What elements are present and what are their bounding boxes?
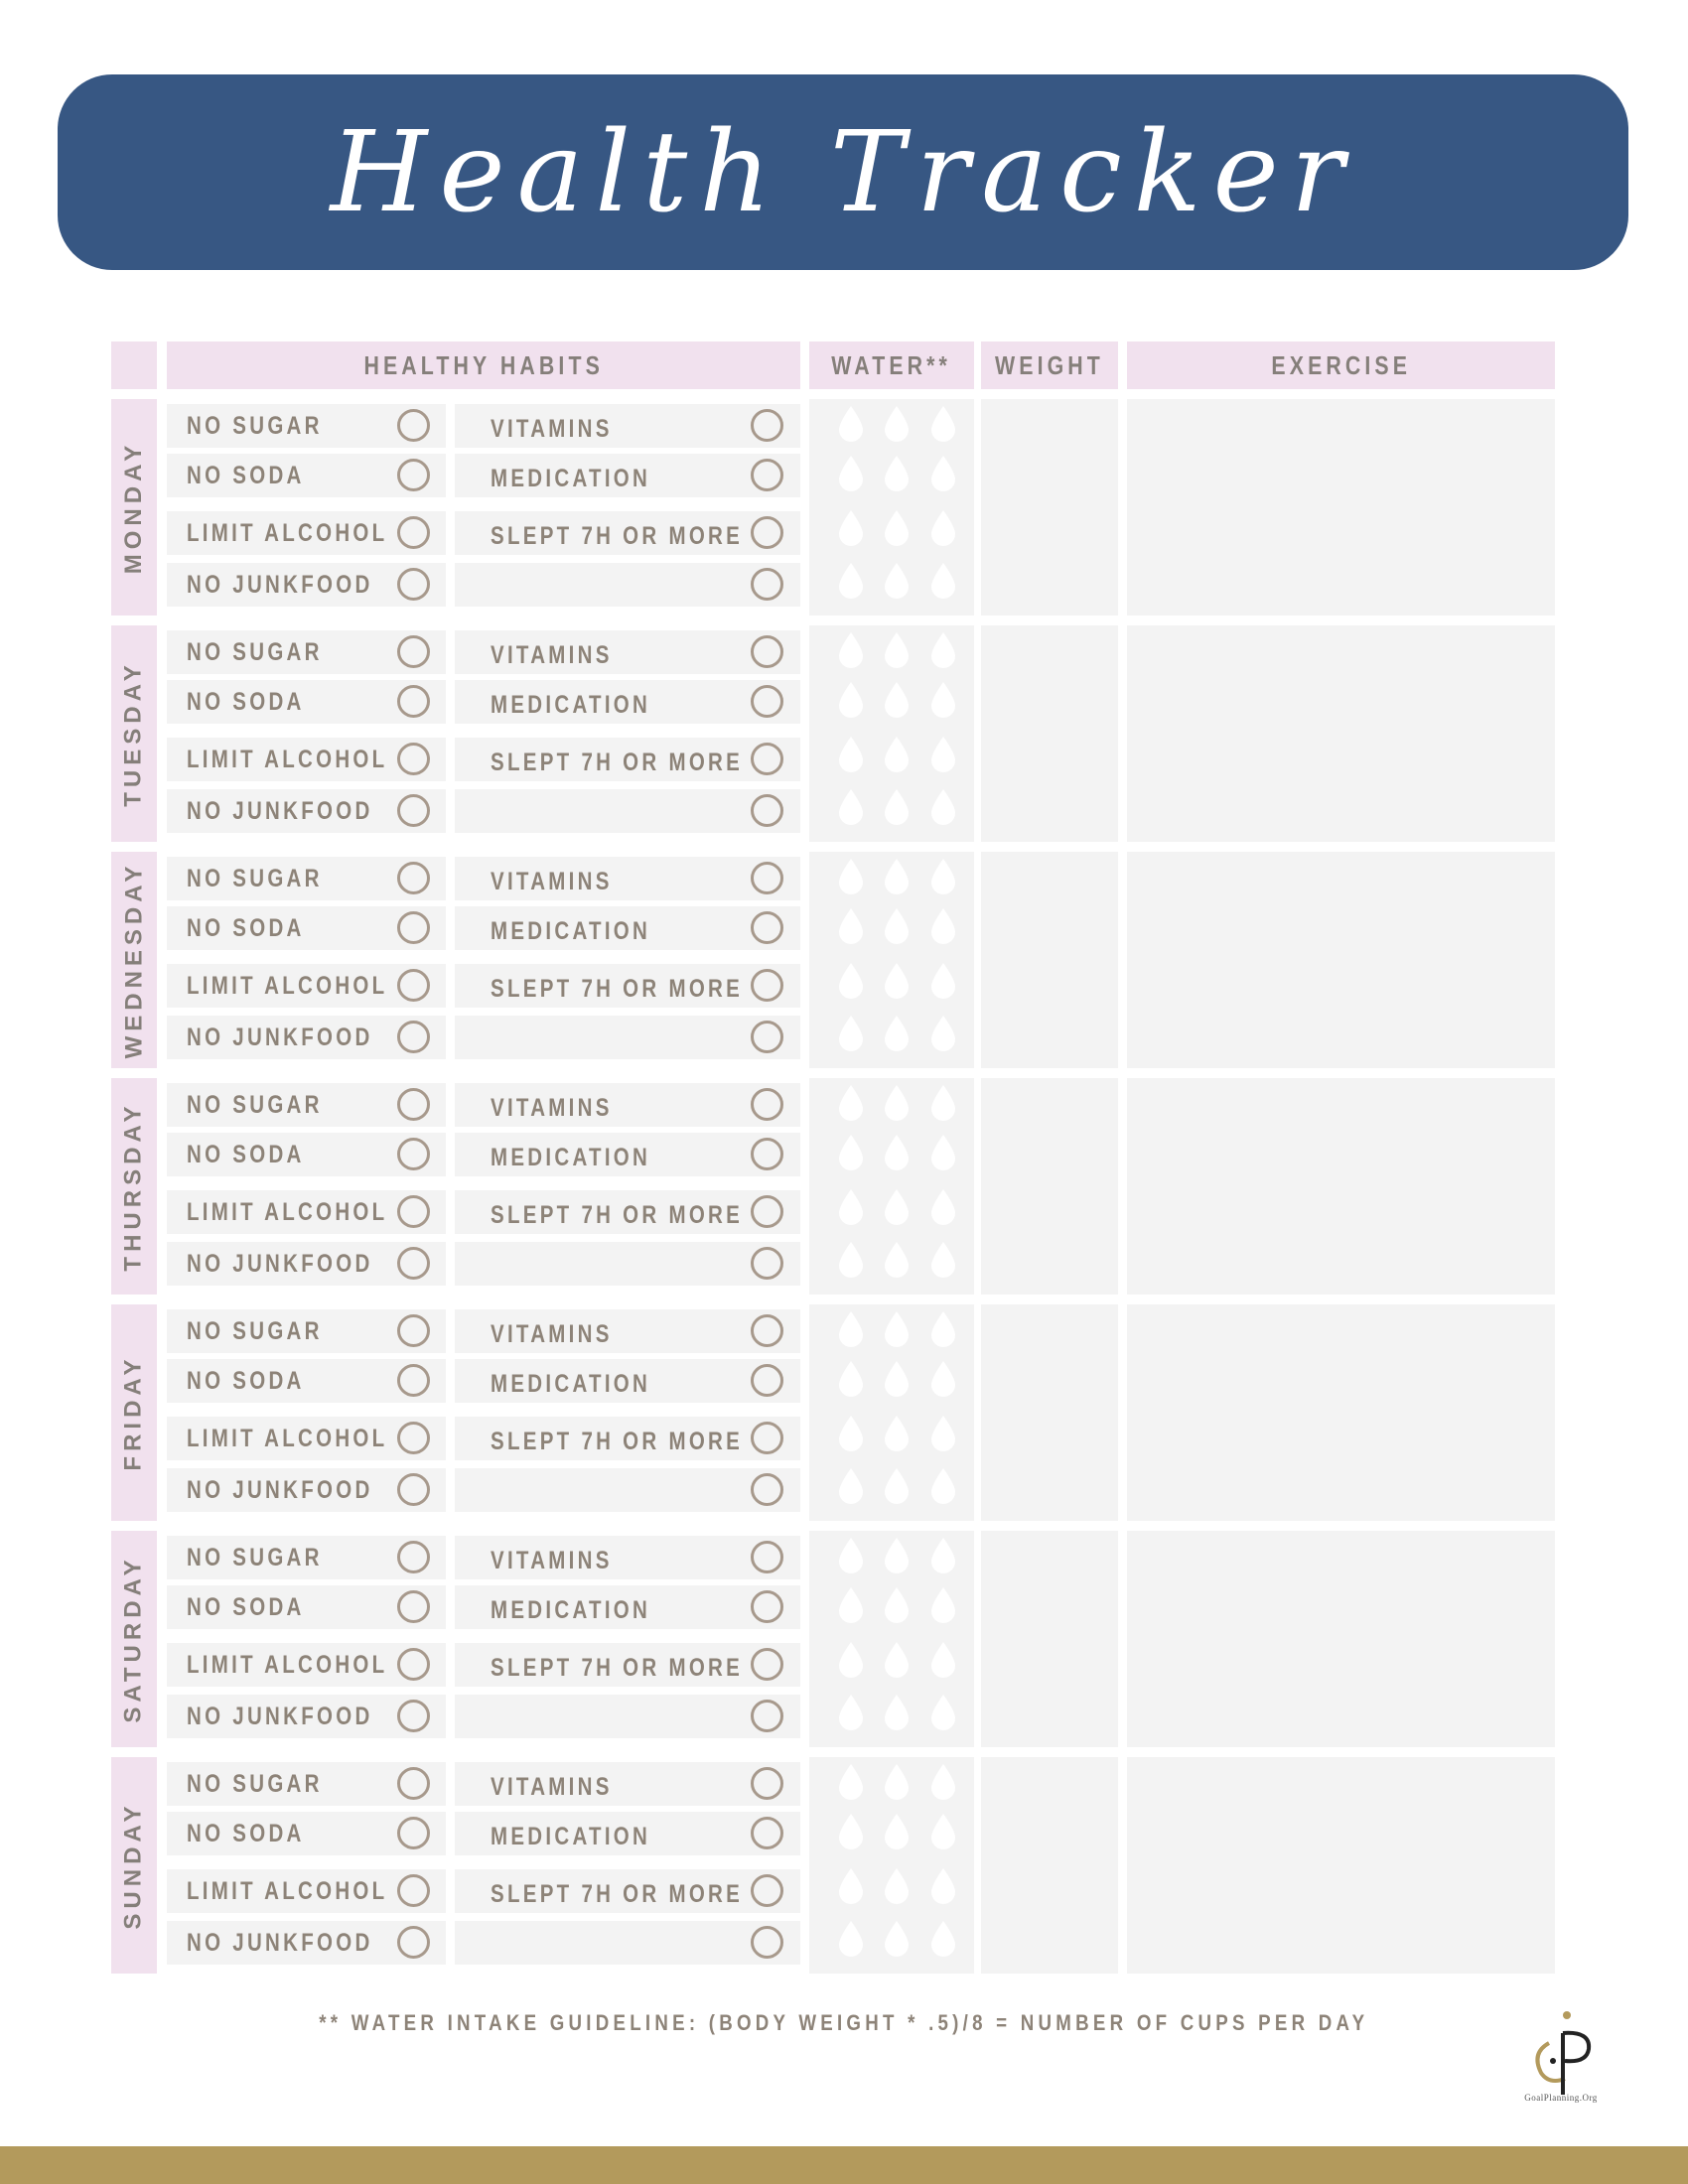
water-drop-icon[interactable] xyxy=(882,735,912,774)
habit-label xyxy=(491,1314,639,1354)
exercise-cell-saturday[interactable] xyxy=(1127,1531,1555,1747)
habit-checkbox[interactable] xyxy=(751,1314,783,1347)
water-drop-icon[interactable] xyxy=(928,1083,958,1123)
habit-label-text: NO JUNKFOOD xyxy=(187,1249,373,1278)
water-drop-icon[interactable] xyxy=(836,1014,866,1053)
water-drop-icon[interactable] xyxy=(882,1866,912,1906)
habit-checkbox[interactable] xyxy=(397,969,430,1002)
habit-checkbox[interactable] xyxy=(397,685,430,718)
habit-checkbox[interactable] xyxy=(751,516,783,549)
exercise-cell-sunday[interactable] xyxy=(1127,1757,1555,1974)
water-drop-icon[interactable] xyxy=(882,1359,912,1399)
water-drop-icon[interactable] xyxy=(882,1812,912,1851)
habit-label xyxy=(187,1018,414,1057)
water-drop-icon[interactable] xyxy=(882,1083,912,1123)
habit-checkbox[interactable] xyxy=(751,1767,783,1800)
habit-label-text: VITAMINS xyxy=(491,1772,613,1801)
habit-label-text: VITAMINS xyxy=(491,640,613,669)
habit-label-text: NO SUGAR xyxy=(187,1316,323,1345)
day-label-sunday xyxy=(111,1757,157,1974)
day-label-saturday xyxy=(111,1531,157,1747)
water-drop-icon[interactable] xyxy=(882,680,912,720)
habit-label-text: NO JUNKFOOD xyxy=(187,1475,373,1504)
habit-checkbox[interactable] xyxy=(397,743,430,775)
habit-label xyxy=(187,456,331,495)
habit-label xyxy=(187,1470,414,1510)
habit-label-text: VITAMINS xyxy=(491,1319,613,1348)
water-drop-icon[interactable] xyxy=(836,1693,866,1732)
habit-label xyxy=(187,1871,432,1911)
habit-label-text: NO SODA xyxy=(187,461,305,489)
habit-label-text: SLEPT 7H OR MORE xyxy=(491,1653,744,1682)
water-drop-icon[interactable] xyxy=(836,1414,866,1453)
habit-label-text: LIMIT ALCOHOL xyxy=(187,1197,388,1226)
weight-cell-saturday[interactable] xyxy=(981,1531,1118,1747)
water-drop-icon[interactable] xyxy=(928,680,958,720)
habit-label-text: SLEPT 7H OR MORE xyxy=(491,974,744,1003)
habit-checkbox[interactable] xyxy=(397,1021,430,1053)
habit-checkbox[interactable] xyxy=(397,1648,430,1681)
habit-checkbox[interactable] xyxy=(397,1926,430,1959)
water-drop-icon[interactable] xyxy=(928,1812,958,1851)
habit-label xyxy=(187,1419,432,1458)
habit-label xyxy=(187,966,432,1006)
habit-label-text: NO JUNKFOOD xyxy=(187,1023,373,1051)
day-label-tuesday xyxy=(111,625,157,842)
goalplanning-logo-icon xyxy=(1519,2003,1609,2103)
habit-label xyxy=(491,459,685,498)
water-drop-icon[interactable] xyxy=(882,404,912,444)
habit-checkbox[interactable] xyxy=(751,794,783,827)
water-drop-icon[interactable] xyxy=(928,1536,958,1575)
habit-row xyxy=(455,563,800,607)
habit-label xyxy=(187,1085,352,1125)
habit-label xyxy=(187,1697,414,1736)
water-drop-icon[interactable] xyxy=(836,1640,866,1680)
habit-checkbox[interactable] xyxy=(751,1473,783,1506)
habit-label xyxy=(187,406,352,446)
habit-row xyxy=(455,789,800,833)
water-drop-icon[interactable] xyxy=(928,906,958,946)
habit-checkbox[interactable] xyxy=(397,459,430,491)
habit-label xyxy=(187,908,331,948)
habit-checkbox[interactable] xyxy=(751,1541,783,1573)
water-drop-icon[interactable] xyxy=(928,1133,958,1172)
habit-checkbox[interactable] xyxy=(751,1138,783,1170)
habit-checkbox[interactable] xyxy=(751,1422,783,1454)
header-weight-label: WEIGHT xyxy=(995,349,1104,380)
habit-checkbox[interactable] xyxy=(397,1767,430,1800)
habit-checkbox[interactable] xyxy=(397,862,430,894)
water-drop-icon[interactable] xyxy=(836,1585,866,1625)
habit-checkbox[interactable] xyxy=(751,969,783,1002)
habit-checkbox[interactable] xyxy=(751,1874,783,1907)
habit-label-text: NO SODA xyxy=(187,1366,305,1395)
water-drop-icon[interactable] xyxy=(928,561,958,601)
water-drop-icon[interactable] xyxy=(928,1866,958,1906)
water-drop-icon[interactable] xyxy=(882,1133,912,1172)
water-drop-icon[interactable] xyxy=(836,1083,866,1123)
habit-label-text: LIMIT ALCOHOL xyxy=(187,518,388,547)
habit-label xyxy=(187,682,331,722)
habit-checkbox[interactable] xyxy=(751,1247,783,1280)
habit-label-text: VITAMINS xyxy=(491,1546,613,1574)
water-drop-icon[interactable] xyxy=(882,857,912,896)
water-drop-icon[interactable] xyxy=(882,454,912,493)
habit-label xyxy=(187,1311,352,1351)
habit-label-text: NO JUNKFOOD xyxy=(187,1702,373,1730)
habit-label-text: NO SUGAR xyxy=(187,411,323,440)
footnote-text: ** WATER INTAKE GUIDELINE: (BODY WEIGHT * .5)/8 = NUMBER OF CUPS PER DAY xyxy=(319,2010,1369,2035)
habit-label xyxy=(491,1767,639,1807)
habit-label xyxy=(187,1538,352,1577)
habit-checkbox[interactable] xyxy=(397,409,430,442)
habit-label-text: SLEPT 7H OR MORE xyxy=(491,1879,744,1908)
water-drop-icon[interactable] xyxy=(882,787,912,827)
habit-checkbox[interactable] xyxy=(751,1364,783,1397)
habit-label-text: LIMIT ALCOHOL xyxy=(187,1424,388,1452)
habit-label-text: NO SUGAR xyxy=(187,637,323,666)
day-label-thursday xyxy=(111,1078,157,1295)
habit-checkbox[interactable] xyxy=(397,568,430,601)
water-drop-icon[interactable] xyxy=(882,961,912,1001)
day-label-monday xyxy=(111,399,157,615)
water-drop-icon[interactable] xyxy=(882,1693,912,1732)
water-drop-icon[interactable] xyxy=(928,1466,958,1506)
water-drop-icon[interactable] xyxy=(836,1536,866,1575)
habit-label-text: MEDICATION xyxy=(491,1822,651,1850)
habit-checkbox[interactable] xyxy=(751,1700,783,1732)
day-name: THURSDAY xyxy=(120,1101,148,1272)
habit-label-text: LIMIT ALCOHOL xyxy=(187,971,388,1000)
day-label-friday xyxy=(111,1304,157,1521)
habit-checkbox[interactable] xyxy=(751,635,783,668)
habit-checkbox[interactable] xyxy=(397,1422,430,1454)
habit-row xyxy=(455,1468,800,1512)
header-habits-label: HEALTHY HABITS xyxy=(363,349,604,380)
water-drop-icon[interactable] xyxy=(836,1240,866,1280)
habit-label-text: NO SUGAR xyxy=(187,864,323,892)
water-drop-icon[interactable] xyxy=(928,1693,958,1732)
water-drop-icon[interactable] xyxy=(836,1762,866,1802)
habit-checkbox[interactable] xyxy=(751,568,783,601)
habit-label xyxy=(491,862,639,901)
day-name: MONDAY xyxy=(120,440,147,575)
header-exercise-label: EXERCISE xyxy=(1271,349,1411,380)
habit-label-text: NO SUGAR xyxy=(187,1543,323,1571)
habit-row xyxy=(455,1921,800,1965)
habit-label xyxy=(187,859,352,898)
habit-label xyxy=(187,1764,352,1804)
habit-label xyxy=(491,635,639,675)
habit-label xyxy=(187,1361,331,1401)
habit-label-text: SLEPT 7H OR MORE xyxy=(491,1200,744,1229)
habit-label-text: NO SODA xyxy=(187,1140,305,1168)
water-drop-icon[interactable] xyxy=(882,630,912,670)
logo-brand: GoalPlanning.Org xyxy=(1524,2093,1598,2103)
habit-label xyxy=(187,1923,414,1963)
habit-checkbox[interactable] xyxy=(751,862,783,894)
weight-cell-tuesday[interactable] xyxy=(981,625,1118,842)
habit-label-text: LIMIT ALCOHOL xyxy=(187,745,388,773)
water-drop-icon[interactable] xyxy=(882,1014,912,1053)
weight-cell-monday[interactable] xyxy=(981,399,1118,615)
habit-label xyxy=(187,791,414,831)
water-drop-icon[interactable] xyxy=(928,1240,958,1280)
habit-row xyxy=(455,1016,800,1059)
habit-label-text: MEDICATION xyxy=(491,464,651,492)
habit-checkbox[interactable] xyxy=(397,1138,430,1170)
day-name: SATURDAY xyxy=(120,1555,148,1723)
water-drop-icon[interactable] xyxy=(882,1585,912,1625)
water-drop-icon[interactable] xyxy=(928,857,958,896)
exercise-cell-monday[interactable] xyxy=(1127,399,1555,615)
day-name: FRIDAY xyxy=(120,1354,148,1471)
water-drop-icon[interactable] xyxy=(928,961,958,1001)
water-drop-icon[interactable] xyxy=(928,508,958,548)
habit-label-text: NO SODA xyxy=(187,1592,305,1621)
water-drop-icon[interactable] xyxy=(882,1919,912,1959)
habit-row xyxy=(455,1695,800,1738)
habit-checkbox[interactable] xyxy=(751,743,783,775)
habit-checkbox[interactable] xyxy=(751,1926,783,1959)
water-drop-icon[interactable] xyxy=(836,906,866,946)
habit-label xyxy=(187,565,414,605)
habit-label-text: SLEPT 7H OR MORE xyxy=(491,748,744,776)
water-drop-icon[interactable] xyxy=(882,1762,912,1802)
water-drop-icon[interactable] xyxy=(928,1640,958,1680)
habit-label-text: SLEPT 7H OR MORE xyxy=(491,1427,744,1455)
water-drop-icon[interactable] xyxy=(836,454,866,493)
habit-label xyxy=(187,1244,414,1284)
habit-label xyxy=(491,911,685,951)
water-drop-icon[interactable] xyxy=(928,1359,958,1399)
habit-checkbox[interactable] xyxy=(751,1648,783,1681)
habit-checkbox[interactable] xyxy=(751,685,783,718)
habit-label-text: NO SUGAR xyxy=(187,1769,323,1798)
water-drop-icon[interactable] xyxy=(928,735,958,774)
habit-label xyxy=(491,1817,685,1856)
habit-checkbox[interactable] xyxy=(397,1247,430,1280)
habit-checkbox[interactable] xyxy=(397,1590,430,1623)
habit-checkbox[interactable] xyxy=(751,1195,783,1228)
day-name: WEDNESDAY xyxy=(120,861,147,1059)
habit-label xyxy=(491,409,639,449)
habit-label xyxy=(187,513,432,553)
bottom-accent-bar xyxy=(0,2146,1688,2184)
water-drop-icon[interactable] xyxy=(928,404,958,444)
day-name: SUNDAY xyxy=(120,1801,148,1930)
page-title: Health Tracker xyxy=(330,107,1356,237)
habit-checkbox[interactable] xyxy=(751,1088,783,1121)
habit-checkbox[interactable] xyxy=(397,1541,430,1573)
water-drop-icon[interactable] xyxy=(836,787,866,827)
habit-label xyxy=(187,1135,331,1174)
habit-label-text: NO JUNKFOOD xyxy=(187,570,373,599)
habit-checkbox[interactable] xyxy=(397,1088,430,1121)
water-drop-icon[interactable] xyxy=(928,1585,958,1625)
water-drop-icon[interactable] xyxy=(882,1536,912,1575)
habit-label xyxy=(491,1590,685,1630)
habit-label-text: NO SODA xyxy=(187,913,305,942)
water-drop-icon[interactable] xyxy=(882,1640,912,1680)
exercise-cell-friday[interactable] xyxy=(1127,1304,1555,1521)
water-drop-icon[interactable] xyxy=(836,630,866,670)
weight-cell-thursday[interactable] xyxy=(981,1078,1118,1295)
habit-label-text: NO JUNKFOOD xyxy=(187,1928,373,1957)
habit-checkbox[interactable] xyxy=(751,1590,783,1623)
exercise-cell-wednesday[interactable] xyxy=(1127,852,1555,1068)
footnote xyxy=(0,2010,1688,2036)
habit-label-text: MEDICATION xyxy=(491,1369,651,1398)
habit-label-text: MEDICATION xyxy=(491,1143,651,1171)
habit-label-text: SLEPT 7H OR MORE xyxy=(491,521,744,550)
habit-label-text: NO SODA xyxy=(187,1819,305,1847)
habit-checkbox[interactable] xyxy=(397,1314,430,1347)
habit-checkbox[interactable] xyxy=(751,1021,783,1053)
habit-checkbox[interactable] xyxy=(751,409,783,442)
weight-cell-friday[interactable] xyxy=(981,1304,1118,1521)
habit-label-text: MEDICATION xyxy=(491,1595,651,1624)
water-drop-icon[interactable] xyxy=(836,561,866,601)
habit-label-text: VITAMINS xyxy=(491,867,613,895)
water-drop-icon[interactable] xyxy=(836,1866,866,1906)
water-drop-icon[interactable] xyxy=(882,1240,912,1280)
water-drop-icon[interactable] xyxy=(836,961,866,1001)
habit-label xyxy=(187,632,352,672)
water-drop-icon[interactable] xyxy=(928,1309,958,1349)
habit-row xyxy=(455,1242,800,1286)
water-drop-icon[interactable] xyxy=(928,1014,958,1053)
water-drop-icon[interactable] xyxy=(882,906,912,946)
water-drop-icon[interactable] xyxy=(928,630,958,670)
habit-label-text: NO JUNKFOOD xyxy=(187,796,373,825)
habit-label xyxy=(187,1814,331,1853)
water-drop-icon[interactable] xyxy=(836,1919,866,1959)
habit-label-text: NO SODA xyxy=(187,687,305,716)
habit-label xyxy=(187,1192,432,1232)
habit-checkbox[interactable] xyxy=(751,911,783,944)
water-drop-icon[interactable] xyxy=(836,1133,866,1172)
weight-cell-wednesday[interactable] xyxy=(981,852,1118,1068)
habit-label xyxy=(491,1364,685,1404)
habit-label xyxy=(491,1541,639,1580)
habit-label xyxy=(187,1645,432,1685)
habit-checkbox[interactable] xyxy=(397,1700,430,1732)
water-drop-icon[interactable] xyxy=(836,1466,866,1506)
habit-label-text: VITAMINS xyxy=(491,1093,613,1122)
exercise-cell-thursday[interactable] xyxy=(1127,1078,1555,1295)
habit-label-text: LIMIT ALCOHOL xyxy=(187,1876,388,1905)
habit-checkbox[interactable] xyxy=(397,911,430,944)
header-water-label: WATER** xyxy=(831,349,952,380)
day-name: TUESDAY xyxy=(120,660,148,807)
habit-checkbox[interactable] xyxy=(397,1874,430,1907)
habit-checkbox[interactable] xyxy=(397,635,430,668)
day-label-wednesday xyxy=(111,852,157,1068)
habit-checkbox[interactable] xyxy=(397,1364,430,1397)
weight-cell-sunday[interactable] xyxy=(981,1757,1118,1974)
habit-label-text: NO SUGAR xyxy=(187,1090,323,1119)
water-drop-icon[interactable] xyxy=(928,787,958,827)
habit-checkbox[interactable] xyxy=(751,459,783,491)
water-drop-icon[interactable] xyxy=(836,735,866,774)
water-drop-icon[interactable] xyxy=(836,1359,866,1399)
water-drop-icon[interactable] xyxy=(882,1187,912,1227)
habit-label-text: MEDICATION xyxy=(491,690,651,719)
water-drop-icon[interactable] xyxy=(836,857,866,896)
water-drop-icon[interactable] xyxy=(928,1762,958,1802)
water-drop-icon[interactable] xyxy=(928,1187,958,1227)
water-drop-icon[interactable] xyxy=(836,1812,866,1851)
habit-label-text: MEDICATION xyxy=(491,916,651,945)
habit-label xyxy=(491,1138,685,1177)
water-drop-icon[interactable] xyxy=(928,454,958,493)
water-drop-icon[interactable] xyxy=(836,680,866,720)
habit-label-text: LIMIT ALCOHOL xyxy=(187,1650,388,1679)
habit-label xyxy=(491,685,685,725)
water-drop-icon[interactable] xyxy=(882,1414,912,1453)
habit-label-text: VITAMINS xyxy=(491,414,613,443)
water-drop-icon[interactable] xyxy=(836,508,866,548)
habit-label xyxy=(187,1587,331,1627)
water-drop-icon[interactable] xyxy=(882,561,912,601)
exercise-cell-tuesday[interactable] xyxy=(1127,625,1555,842)
habit-checkbox[interactable] xyxy=(397,1195,430,1228)
habit-label xyxy=(187,740,432,779)
water-drop-icon[interactable] xyxy=(928,1414,958,1453)
water-drop-icon[interactable] xyxy=(928,1919,958,1959)
water-drop-icon[interactable] xyxy=(882,508,912,548)
habit-checkbox[interactable] xyxy=(751,1817,783,1849)
water-drop-icon[interactable] xyxy=(836,404,866,444)
water-drop-icon[interactable] xyxy=(836,1309,866,1349)
habit-checkbox[interactable] xyxy=(397,1817,430,1849)
habit-checkbox[interactable] xyxy=(397,1473,430,1506)
habit-checkbox[interactable] xyxy=(397,794,430,827)
habit-checkbox[interactable] xyxy=(397,516,430,549)
water-drop-icon[interactable] xyxy=(836,1187,866,1227)
water-drop-icon[interactable] xyxy=(882,1309,912,1349)
habit-label xyxy=(491,1088,639,1128)
water-drop-icon[interactable] xyxy=(882,1466,912,1506)
